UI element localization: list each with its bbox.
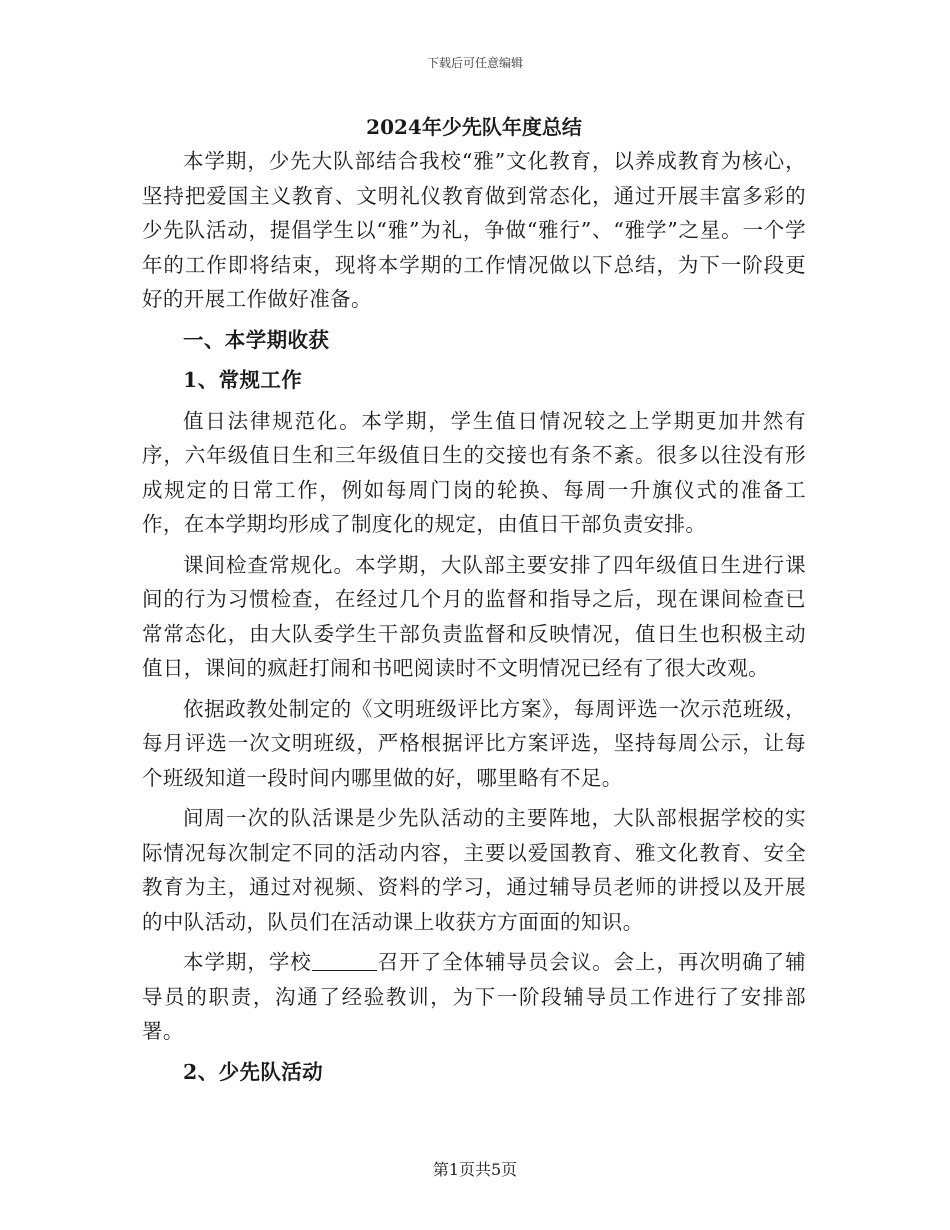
- counselor-text-end: 召开了全体辅导员会议。会上，再次明确了辅导员的职责，沟通了经验教训，为下一阶段辅导员工作进行了安排部署。: [142, 950, 807, 1043]
- paragraph-break-inspection: 课间检查常规化。本学期，大队部主要安排了四年级值日生进行课间的行为习惯检查，在经过几个月的监督和指导之后，现在课间检查已常常态化，由大队委学生干部负责监督和反映情况，值日生也积极主动值日，课间的疯赶打闹和书吧阅读时不文明情况已经有了很大改观。: [142, 552, 806, 680]
- paragraph-counselor-meeting: [142, 945, 806, 1049]
- page-number: 第1页共5页: [432, 1160, 518, 1179]
- document-body: [142, 112, 806, 1095]
- paragraph-class-evaluation: 依据政教处制定的《文明班级评比方案》，每周评选一次示范班级，每月评选一次文明班级，严格根据评比方案评选，坚持每周公示，让每个班级知道一段时间内哪里做的好，哪里略有不足。: [142, 696, 806, 790]
- section-heading-1: 一、本学期收获: [183, 327, 330, 352]
- subsection-heading-routine: 1、常规工作: [183, 368, 303, 392]
- counselor-text-start: 本学期，学校: [183, 950, 312, 974]
- paragraph-team-activity-class: 间周一次的队活课是少先队活动的主要阵地，大队部根据学校的实际情况每次制定不同的活动内容，主要以爱国教育、雅文化教育、安全教育为主，通过对视频、资料的学习，通过辅导员老师的讲授以及开展的中队活动，队员们在活动课上收获方方面面的知识。: [142, 806, 806, 934]
- intro-paragraph: 本学期，少先大队部结合我校“雅”文化教育，以养成教育为核心，坚持把爱国主义教育、文明礼仪教育做到常态化，通过开展丰富多彩的少先队活动，提倡学生以“雅”为礼，争做“雅行”、“雅学”之星。一个学年的工作即将结束，现将本学期的工作情况做以下总结，为下一阶段更好的开展工作做好准备。: [142, 149, 806, 311]
- paragraph-duty: 值日法律规范化。本学期，学生值日情况较之上学期更加井然有序，六年级值日生和三年级值日生的交接也有条不紊。很多以往没有形成规定的日常工作，例如每周门岗的轮换、每周一升旗仪式的准备工作，在本学期均形成了制度化的规定，由值日干部负责安排。: [142, 408, 806, 536]
- subsection-heading-activities: 2、少先队活动: [183, 1059, 324, 1084]
- document-title: 2024年少先队年度总结: [366, 115, 582, 139]
- fill-in-blank: [312, 950, 378, 972]
- header-note: 下载后可任意编辑: [426, 56, 523, 70]
